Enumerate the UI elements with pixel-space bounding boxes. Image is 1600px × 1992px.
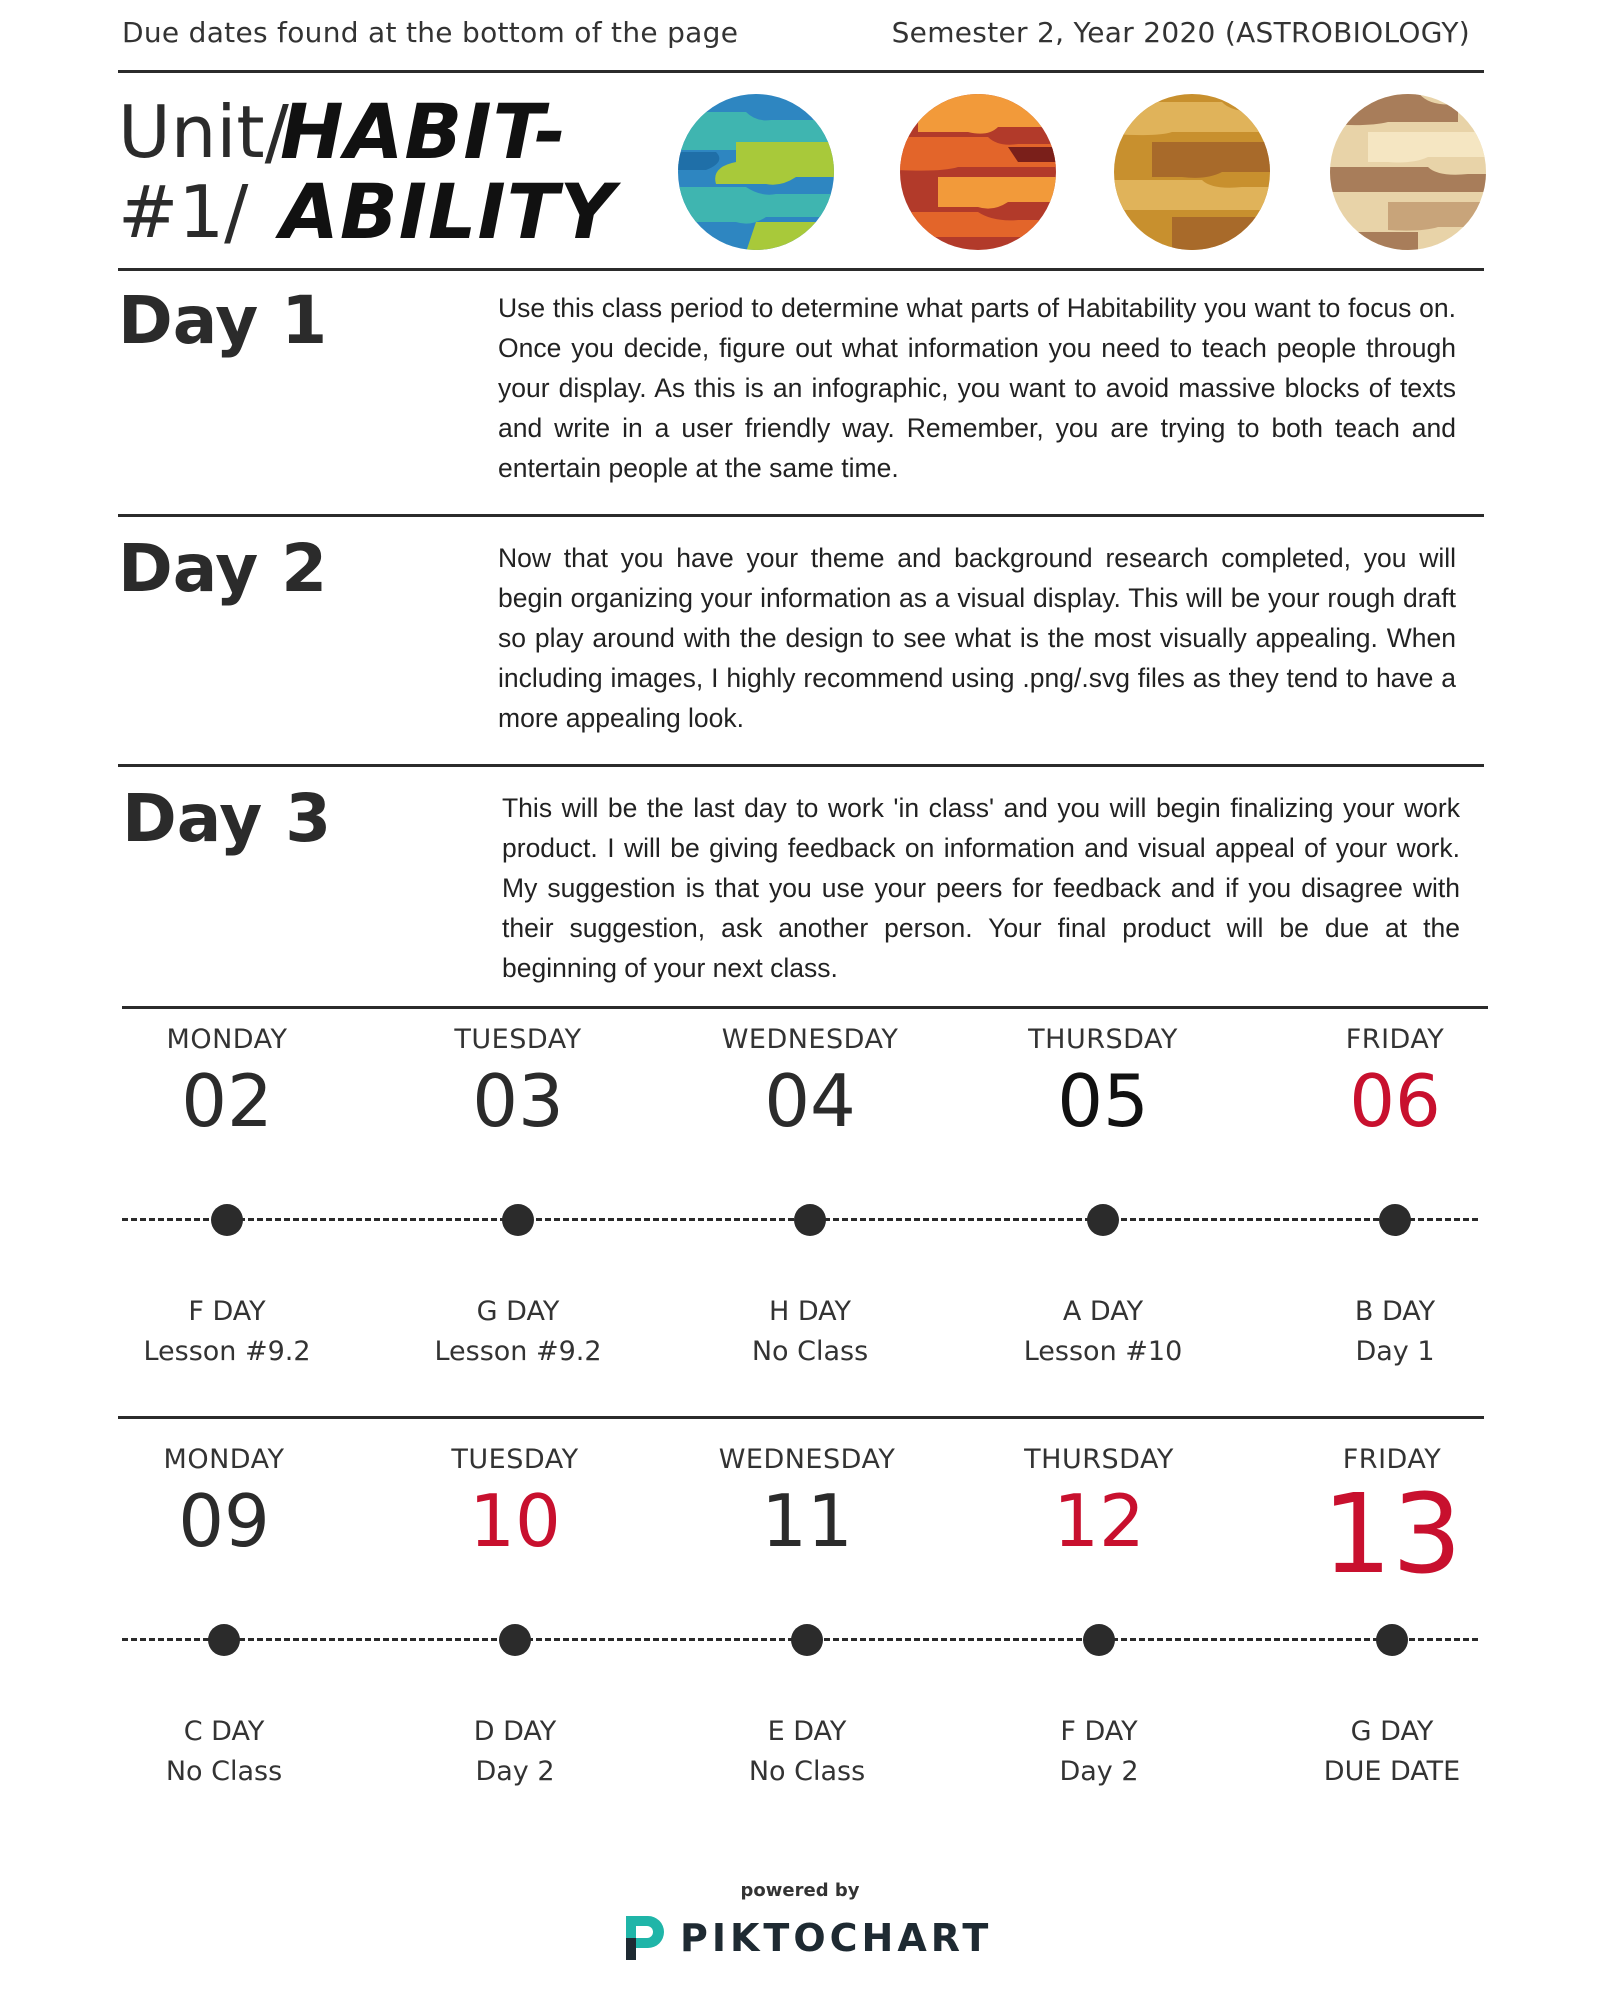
rotation-day: F DAY xyxy=(188,1296,266,1327)
date-number: 03 xyxy=(472,1059,564,1143)
timeline-dot xyxy=(502,1204,534,1236)
timeline-dot xyxy=(499,1624,531,1656)
date-number: 09 xyxy=(178,1479,270,1563)
day-2-title: Day 2 xyxy=(118,530,328,607)
day-name: THURSDAY xyxy=(1028,1024,1178,1055)
timeline-dot xyxy=(1376,1624,1408,1656)
date-number: 11 xyxy=(761,1479,853,1563)
week2-thursday-info xyxy=(969,1712,1229,1792)
due-date-number: 13 xyxy=(1322,1470,1462,1598)
activity: Day 2 xyxy=(1059,1756,1139,1787)
unit-title-line2: ABILITY xyxy=(280,167,616,256)
earth-like-planet-icon xyxy=(676,92,836,252)
day-1-title: Day 1 xyxy=(118,282,328,359)
rotation-day: B DAY xyxy=(1354,1296,1436,1327)
day-3-title: Day 3 xyxy=(122,780,332,857)
day-name: WEDNESDAY xyxy=(721,1024,899,1055)
date-number: 02 xyxy=(181,1059,273,1143)
week1-thursday-info xyxy=(973,1292,1233,1372)
week2-friday-info xyxy=(1262,1712,1522,1792)
week1-friday-info xyxy=(1265,1292,1525,1372)
week2-monday-info xyxy=(94,1712,354,1792)
week1-friday xyxy=(1265,1024,1525,1141)
day-2-divider xyxy=(118,764,1484,767)
week1-wednesday-info xyxy=(680,1292,940,1372)
timeline-dot xyxy=(1379,1204,1411,1236)
unit-title xyxy=(280,87,616,256)
unit-label-line1: Unit/ xyxy=(118,90,289,174)
day-name: TUESDAY xyxy=(451,1444,579,1475)
day-name: MONDAY xyxy=(163,1444,285,1475)
golden-planet-icon xyxy=(1112,92,1272,252)
due-dates-note: Due dates found at the bottom of the page xyxy=(122,16,739,49)
week2-wednesday-info xyxy=(677,1712,937,1792)
day-name: TUESDAY xyxy=(454,1024,582,1055)
rotation-day: F DAY xyxy=(1060,1716,1138,1747)
week2-tuesday-info xyxy=(385,1712,645,1792)
timeline-dot xyxy=(211,1204,243,1236)
piktochart-brand-link[interactable]: PIKTOCHART xyxy=(680,1916,993,1960)
timeline-dot xyxy=(208,1624,240,1656)
title-divider xyxy=(118,268,1484,271)
rotation-day: G DAY xyxy=(1350,1716,1434,1747)
date-number: 04 xyxy=(764,1059,856,1143)
activity: No Class xyxy=(748,1756,866,1787)
day-name: FRIDAY xyxy=(1345,1024,1445,1055)
activity: Lesson #9.2 xyxy=(143,1336,311,1367)
day-name: WEDNESDAY xyxy=(718,1444,896,1475)
day-1-divider xyxy=(118,514,1484,517)
day-3-description: This will be the last day to work 'in class' and you will begin finalizing your work product. I will be giving feedback on information and visual appeal of your work. My suggestion is that you use your peers for feedback and if you disagree with their suggestion, ask another person. Your final product will be due at the beginning of your next class. xyxy=(502,793,1460,983)
week2-tuesday xyxy=(385,1444,645,1561)
unit-label-line2: #1/ xyxy=(118,170,249,254)
timeline-dot xyxy=(1087,1204,1119,1236)
rotation-day: A DAY xyxy=(1062,1296,1144,1327)
day-2-description: Now that you have your theme and background research completed, you will begin organizing your information as a visual display. This will be your rough draft so play around with the design to see what is the most visually appealing. When including images, I highly recommend using .png/.svg files as they tend to have a more appealing look. xyxy=(498,543,1456,733)
timeline-dot xyxy=(791,1624,823,1656)
unit-label xyxy=(118,92,289,252)
week1-monday xyxy=(97,1024,357,1141)
rotation-day: G DAY xyxy=(476,1296,560,1327)
activity: Lesson #9.2 xyxy=(434,1336,602,1367)
week1-tuesday-info xyxy=(388,1292,648,1372)
date-number: 05 xyxy=(1057,1059,1149,1143)
timeline-dot xyxy=(794,1204,826,1236)
day-3-divider xyxy=(122,1006,1488,1009)
activity: No Class xyxy=(751,1336,869,1367)
week2-friday xyxy=(1262,1444,1522,1598)
rotation-day: H DAY xyxy=(768,1296,852,1327)
week1-thursday xyxy=(973,1024,1233,1141)
activity: No Class xyxy=(165,1756,283,1787)
day-name: THURSDAY xyxy=(1024,1444,1174,1475)
unit-title-line1: HABIT- xyxy=(280,87,567,176)
timeline-dot xyxy=(1083,1624,1115,1656)
week1-wednesday xyxy=(680,1024,940,1141)
week1-tuesday xyxy=(388,1024,648,1141)
piktochart-logo-icon[interactable] xyxy=(620,1912,668,1964)
activity: Day 1 xyxy=(1355,1336,1435,1367)
rotation-day: D DAY xyxy=(473,1716,557,1747)
rotation-day: C DAY xyxy=(183,1716,265,1747)
week2-wednesday xyxy=(677,1444,937,1561)
red-planet-icon xyxy=(898,92,1058,252)
activity: Lesson #10 xyxy=(1023,1336,1183,1367)
beige-planet-icon xyxy=(1328,92,1488,252)
week2-monday xyxy=(94,1444,354,1561)
date-number: 12 xyxy=(1053,1479,1145,1563)
week2-thursday xyxy=(969,1444,1229,1561)
header-divider xyxy=(118,70,1484,73)
date-number: 06 xyxy=(1349,1059,1441,1143)
rotation-day: E DAY xyxy=(767,1716,847,1747)
activity: Day 2 xyxy=(475,1756,555,1787)
day-1-description: Use this class period to determine what parts of Habitability you want to focus on. Once you decide, figure out what information you need to teach people through your display. As this is an infographic, you want to avoid massive blocks of texts and write in a user friendly way. Remember, you are trying to both teach and entertain people at the same time. xyxy=(498,293,1456,483)
semester-note: Semester 2, Year 2020 (ASTROBIOLOGY) xyxy=(891,16,1470,49)
activity: DUE DATE xyxy=(1323,1756,1461,1787)
date-number: 10 xyxy=(469,1479,561,1563)
powered-by-label: powered by xyxy=(740,1880,860,1901)
week-divider xyxy=(118,1416,1484,1419)
week1-monday-info xyxy=(97,1292,357,1372)
day-name: FRIDAY xyxy=(1342,1444,1442,1475)
day-name: MONDAY xyxy=(166,1024,288,1055)
